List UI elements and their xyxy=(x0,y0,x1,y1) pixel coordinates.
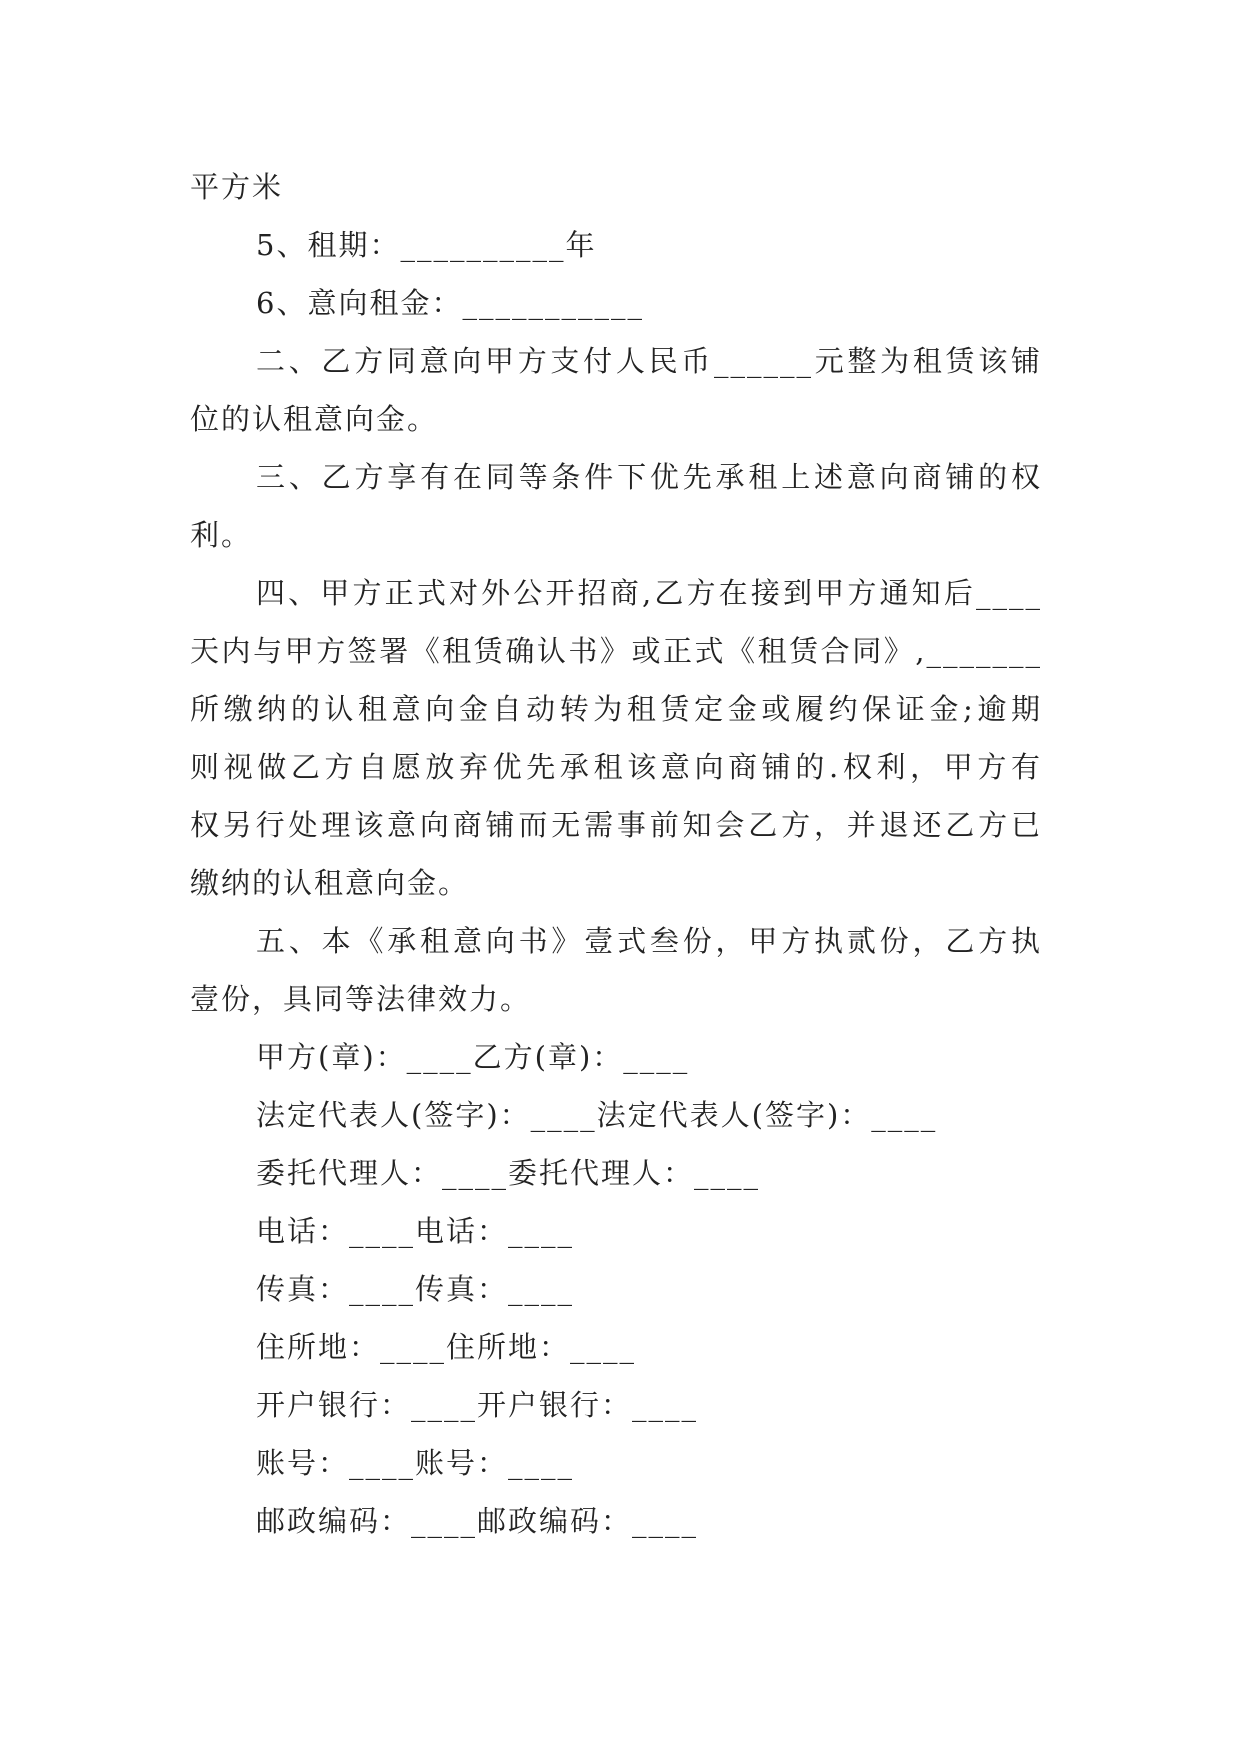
text-line: 5、租期：__________年 xyxy=(256,228,597,262)
signature-line: 电话：____电话：____ xyxy=(256,1214,575,1248)
text-line: 壹份，具同等法律效力。 xyxy=(190,982,532,1016)
text-line: 二、乙方同意向甲方支付人民币______元整为租赁该铺 xyxy=(256,344,1042,378)
text-line: 位的认租意向金。 xyxy=(190,402,439,436)
text-line: 6、意向租金：___________ xyxy=(256,286,644,320)
signature-line: 邮政编码：____邮政编码：____ xyxy=(256,1504,699,1538)
text-line: 则视做乙方自愿放弃优先承租该意向商铺的.权利，甲方有 xyxy=(190,750,1042,784)
signature-line: 账号：____账号：____ xyxy=(256,1446,575,1480)
signature-line: 开户银行：____开户银行：____ xyxy=(256,1388,699,1422)
signature-line: 住所地：____住所地：____ xyxy=(256,1330,637,1364)
signature-line: 甲方(章)：____乙方(章)：____ xyxy=(256,1040,690,1074)
text-line: 五、本《承租意向书》壹式叁份，甲方执贰份，乙方执 xyxy=(256,924,1042,958)
text-line: 缴纳的认租意向金。 xyxy=(190,866,470,900)
text-line: 利。 xyxy=(190,518,253,552)
text-line: 平方米 xyxy=(190,170,284,204)
text-line: 三、乙方享有在同等条件下优先承租上述意向商铺的权 xyxy=(256,460,1042,494)
signature-line: 传真：____传真：____ xyxy=(256,1272,575,1306)
signature-line: 法定代表人(签字)：____法定代表人(签字)：____ xyxy=(256,1098,938,1132)
text-line: 权另行处理该意向商铺而无需事前知会乙方，并退还乙方已 xyxy=(190,808,1042,842)
text-line: 所缴纳的认租意向金自动转为租赁定金或履约保证金;逾期 xyxy=(190,692,1042,726)
text-line: 四、甲方正式对外公开招商,乙方在接到甲方通知后____ xyxy=(256,576,1042,610)
text-line: 天内与甲方签署《租赁确认书》或正式《租赁合同》,_______ xyxy=(190,634,1042,668)
signature-line: 委托代理人：____委托代理人：____ xyxy=(256,1156,761,1190)
